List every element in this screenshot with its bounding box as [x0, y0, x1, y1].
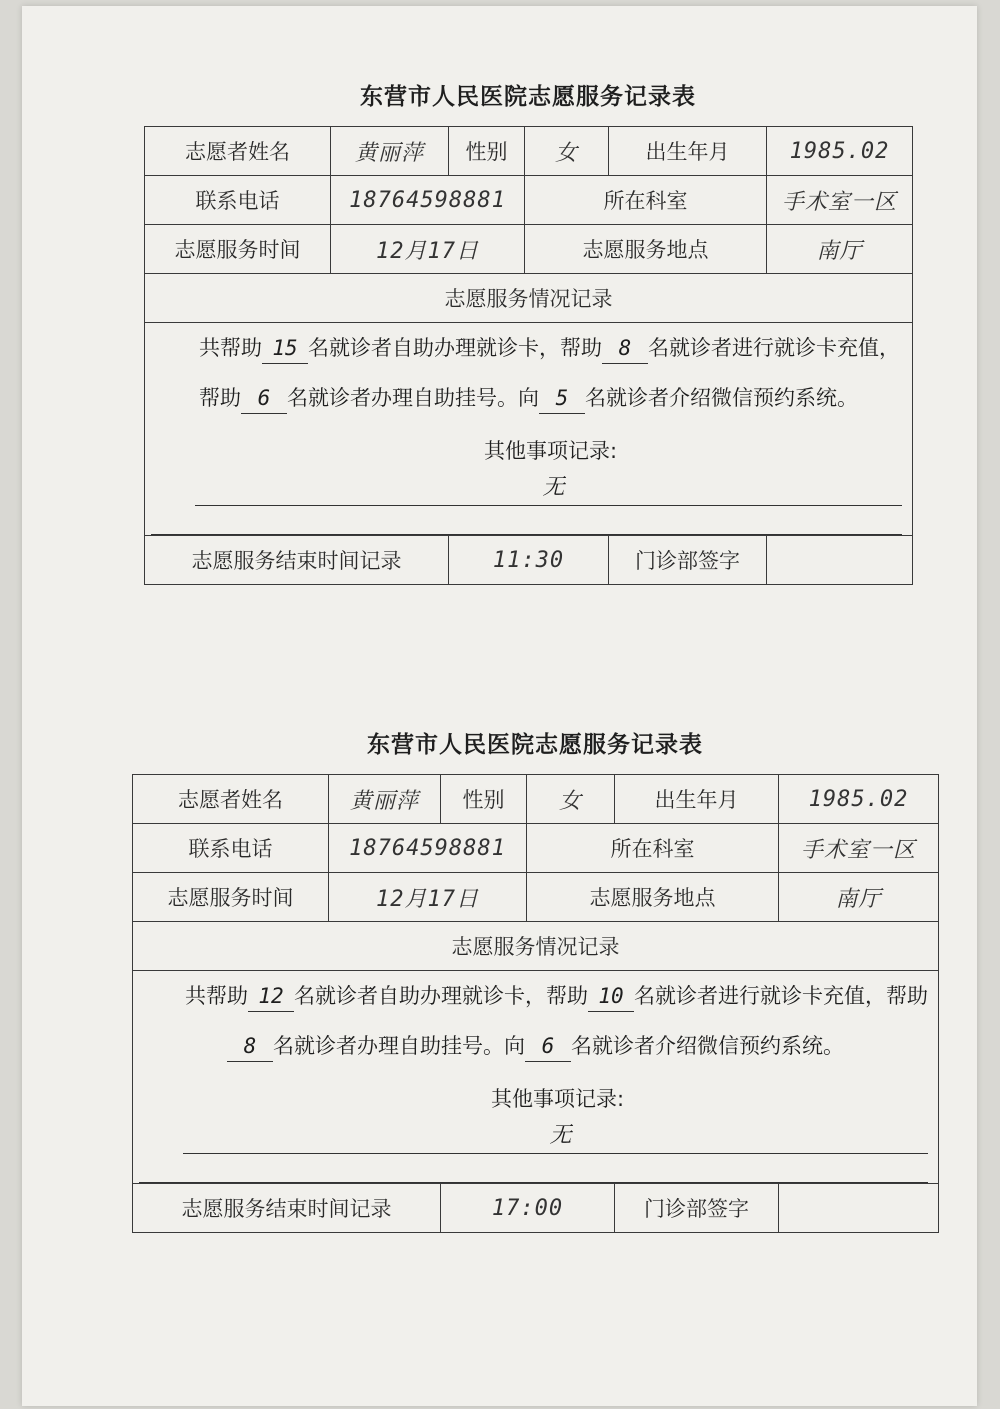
other-value[interactable]: 无	[195, 471, 902, 506]
register-count[interactable]: 6	[241, 383, 287, 414]
birth-label: 出生年月	[615, 775, 779, 824]
end-time-value[interactable]: 11:30	[449, 536, 609, 585]
sign-label: 门诊部签字	[615, 1184, 779, 1233]
narrative-paragraph	[151, 323, 906, 423]
gender-value[interactable]: 女	[525, 127, 609, 176]
signature-field[interactable]	[767, 536, 913, 585]
narrative-text: 共帮助	[185, 984, 248, 1008]
service-narrative	[145, 323, 913, 536]
narrative-text: 名就诊者自助办理就诊卡，帮助	[294, 984, 588, 1008]
form-title: 东营市人民医院志愿服务记录表	[367, 732, 703, 758]
dept-value[interactable]: 手术室一区	[779, 824, 939, 873]
name-value[interactable]: 黄丽萍	[329, 775, 441, 824]
service-place-value[interactable]: 南厅	[779, 873, 939, 922]
form-table	[132, 774, 939, 1233]
gender-label: 性别	[449, 127, 525, 176]
dept-label: 所在科室	[527, 824, 779, 873]
phone-label: 联系电话	[145, 176, 331, 225]
narrative-text: 名就诊者自助办理就诊卡，帮助	[308, 336, 602, 360]
wechat-count[interactable]: 6	[525, 1031, 571, 1062]
service-time-value[interactable]: 12月17日	[331, 225, 525, 274]
other-value[interactable]: 无	[183, 1119, 928, 1154]
service-place-label: 志愿服务地点	[525, 225, 767, 274]
service-time-label: 志愿服务时间	[133, 873, 329, 922]
service-place-value[interactable]: 南厅	[767, 225, 913, 274]
service-place-label: 志愿服务地点	[527, 873, 779, 922]
form-table	[144, 126, 913, 585]
form-title: 东营市人民医院志愿服务记录表	[360, 84, 696, 110]
phone-value[interactable]: 18764598881	[329, 824, 527, 873]
narrative-paragraph	[139, 971, 932, 1071]
end-time-label: 志愿服务结束时间记录	[133, 1184, 441, 1233]
birth-label: 出生年月	[609, 127, 767, 176]
narrative-text: 共帮助	[199, 336, 262, 360]
other-line	[139, 1172, 928, 1183]
end-time-label: 志愿服务结束时间记录	[145, 536, 449, 585]
service-time-label: 志愿服务时间	[145, 225, 331, 274]
paper-sheet	[22, 6, 977, 1406]
service-narrative	[133, 971, 939, 1184]
section-header: 志愿服务情况记录	[133, 922, 939, 971]
other-label: 其他事项记录:	[490, 1087, 625, 1111]
signature-field[interactable]	[779, 1184, 939, 1233]
phone-label: 联系电话	[133, 824, 329, 873]
wechat-count[interactable]: 5	[539, 383, 585, 414]
birth-value[interactable]: 1985.02	[779, 775, 939, 824]
card-count[interactable]: 15	[262, 333, 308, 364]
narrative-text: 名就诊者介绍微信预约系统。	[585, 386, 858, 410]
name-label: 志愿者姓名	[145, 127, 331, 176]
phone-value[interactable]: 18764598881	[331, 176, 525, 225]
name-label: 志愿者姓名	[133, 775, 329, 824]
volunteer-record-form-1	[144, 76, 912, 585]
recharge-count[interactable]: 10	[588, 981, 634, 1012]
narrative-text: 名就诊者进行就诊卡充值，帮助	[634, 984, 928, 1008]
gender-value[interactable]: 女	[527, 775, 615, 824]
volunteer-record-form-2	[132, 724, 938, 1233]
other-line	[151, 524, 902, 535]
narrative-text: 名就诊者办理自助挂号。向	[273, 1034, 525, 1058]
register-count[interactable]: 8	[227, 1031, 273, 1062]
dept-label: 所在科室	[525, 176, 767, 225]
sign-label: 门诊部签字	[609, 536, 767, 585]
narrative-text: 名就诊者介绍微信预约系统。	[571, 1034, 844, 1058]
recharge-count[interactable]: 8	[602, 333, 648, 364]
section-header: 志愿服务情况记录	[145, 274, 913, 323]
birth-value[interactable]: 1985.02	[767, 127, 913, 176]
narrative-text: 名就诊者进行就诊卡充值，帮助	[199, 336, 900, 410]
card-count[interactable]: 12	[248, 981, 294, 1012]
name-value[interactable]: 黄丽萍	[331, 127, 449, 176]
other-label: 其他事项记录:	[483, 439, 618, 463]
end-time-value[interactable]: 17:00	[441, 1184, 615, 1233]
narrative-text: 名就诊者办理自助挂号。向	[287, 386, 539, 410]
service-time-value[interactable]: 12月17日	[329, 873, 527, 922]
gender-label: 性别	[441, 775, 527, 824]
dept-value[interactable]: 手术室一区	[767, 176, 913, 225]
